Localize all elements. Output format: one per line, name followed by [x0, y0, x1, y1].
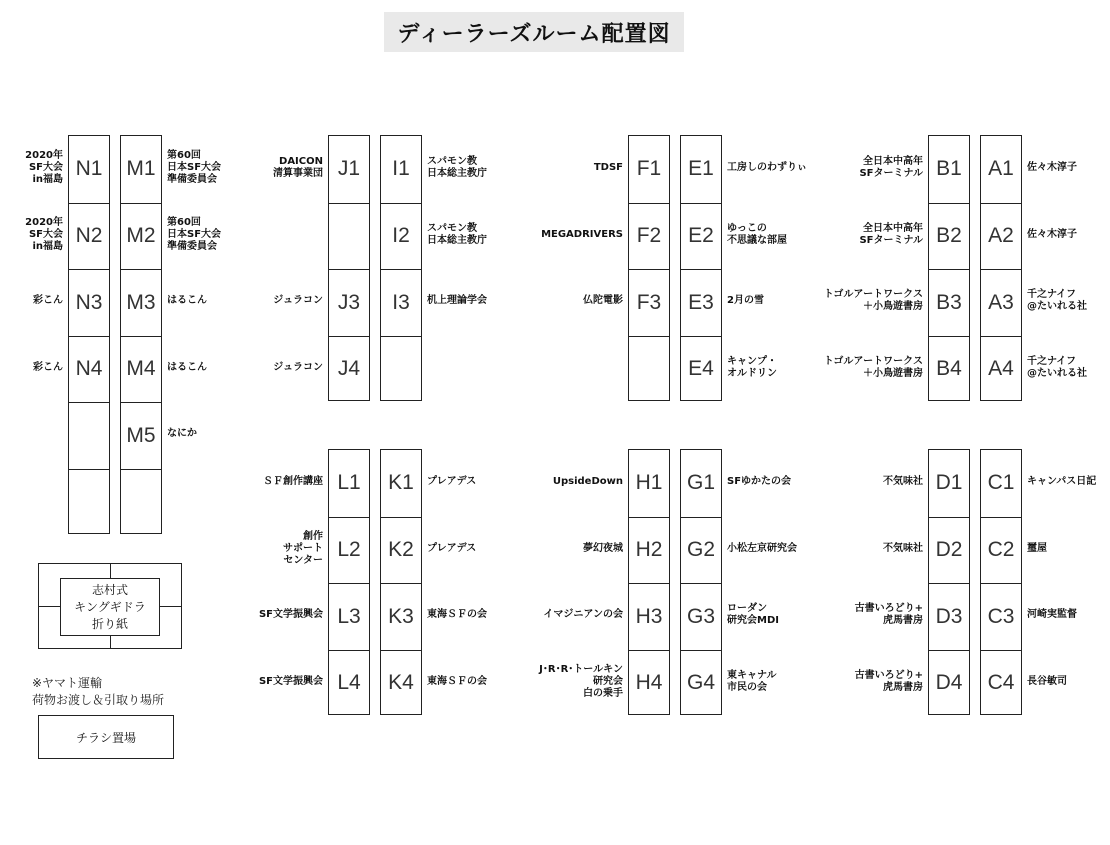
exhibitor-label-line: センター — [283, 554, 323, 566]
booth-m2: M2 — [121, 203, 161, 270]
booth-b3: B3 — [929, 269, 969, 336]
booth-j1: J1 — [337, 157, 361, 181]
exhibitor-label-e2 — [727, 202, 787, 269]
exhibitor-label-k4 — [427, 649, 487, 716]
exhibitor-label-line: 彩こん — [33, 295, 63, 307]
exhibitor-label-c1 — [1027, 449, 1096, 516]
exhibitor-label-line: プレアデス — [427, 476, 477, 488]
exhibitor-label-line: 白の乗手 — [583, 687, 623, 699]
exhibitor-label-l4 — [259, 649, 323, 716]
exhibitor-label-line: 机上理論学会 — [427, 295, 487, 307]
exhibitor-label-line: 虎馬書房 — [883, 615, 923, 627]
booth-l4: L4 — [329, 650, 369, 717]
exhibitor-label-f1 — [594, 135, 623, 202]
exhibitor-label-line: ローダン — [727, 603, 768, 615]
exhibitor-label-line: 不気味社 — [883, 542, 923, 554]
exhibitor-label-line: 全日本中高年 — [863, 156, 923, 168]
exhibitor-label-line: 東キャナル — [727, 669, 777, 681]
exhibitor-label-line: 研究会MDI — [727, 615, 779, 627]
exhibitor-label-line: 河崎実監督 — [1027, 609, 1077, 621]
exhibitor-label-line: 不気味社 — [883, 476, 923, 488]
exhibitor-label-line: 虎馬書房 — [883, 681, 923, 693]
exhibitor-label-i1 — [427, 135, 487, 202]
exhibitor-label-k3 — [427, 582, 487, 649]
yamato-note — [32, 675, 164, 709]
exhibitor-label-b1 — [859, 135, 923, 202]
exhibitor-label-g3 — [727, 582, 779, 649]
exhibitor-label-line: in福島 — [32, 240, 63, 252]
exhibitor-label-k2 — [427, 516, 476, 583]
exhibitor-label-l3 — [259, 582, 323, 649]
booth-c1: C1 — [987, 471, 1015, 495]
booth-g2: G2 — [681, 517, 721, 584]
booth-d4: D4 — [929, 650, 969, 717]
exhibitor-label-a2 — [1027, 202, 1077, 269]
exhibitor-label-line: トゴルアートワークス — [823, 289, 923, 301]
booth-empty — [329, 203, 369, 270]
exhibitor-label-line: トゴルアートワークス — [823, 355, 923, 367]
exhibitor-label-line: キャンプ・ — [727, 355, 777, 367]
exhibitor-label-n4 — [33, 335, 63, 402]
exhibitor-label-line: キャンパス日記 — [1027, 476, 1097, 488]
exhibitor-label-line: 佐々木淳子 — [1027, 162, 1077, 174]
booth-f1: F1 — [636, 157, 662, 181]
booth-b1: B1 — [936, 157, 962, 181]
exhibitor-label-line: 日本SF大会 — [167, 228, 222, 240]
exhibitor-label-e3 — [727, 268, 764, 335]
booth-i1: I1 — [392, 157, 410, 181]
table-column-c — [980, 449, 1022, 715]
exhibitor-label-line: 2020年 — [25, 216, 63, 228]
table-column-m — [120, 135, 162, 534]
exhibitor-label-line: 日本総主教庁 — [427, 234, 487, 246]
exhibitor-label-line: SFゆかたの会 — [727, 476, 792, 488]
booth-k2: K2 — [381, 517, 421, 584]
exhibitor-label-line: 準備委員会 — [167, 174, 217, 186]
exhibitor-label-j3 — [273, 268, 323, 335]
booth-a4: A4 — [981, 336, 1021, 403]
exhibitor-label-line: SFターミナル — [859, 234, 923, 246]
exhibitor-label-line: スパモン教 — [427, 156, 477, 168]
exhibitor-label-j4 — [273, 335, 323, 402]
booth-c3: C3 — [981, 583, 1021, 650]
booth-e3: E3 — [681, 269, 721, 336]
exhibitor-label-m3 — [167, 268, 207, 335]
exhibitor-label-line: 創作 — [303, 530, 323, 542]
booth-empty — [121, 469, 161, 536]
table-column-e — [680, 135, 722, 401]
booth-e1: E1 — [688, 157, 714, 181]
flyer-box-label: チラシ置場 — [75, 730, 136, 745]
exhibitor-label-line: 千之ナイフ — [1027, 355, 1076, 367]
yamato-note-line-2: 荷物お渡し＆引取り場所 — [32, 693, 165, 707]
table-column-g — [680, 449, 722, 715]
exhibitor-label-d2 — [883, 516, 923, 583]
yamato-note-line-1: ※ヤマト運輸 — [32, 676, 103, 690]
exhibitor-label-d1 — [883, 449, 923, 516]
table-column-i — [380, 135, 422, 401]
exhibitor-label-c3 — [1027, 582, 1077, 649]
exhibitor-label-e1 — [727, 135, 807, 202]
exhibitor-label-line: 日本SF大会 — [167, 162, 222, 174]
exhibitor-label-i2 — [427, 202, 487, 269]
booth-l1: L1 — [337, 471, 361, 495]
exhibitor-label-line: ジュラコン — [273, 295, 323, 307]
booth-b2: B2 — [929, 203, 969, 270]
exhibitor-label-b4 — [824, 335, 923, 402]
exhibitor-label-line: 佐々木淳子 — [1027, 228, 1077, 240]
exhibitor-label-m2 — [167, 202, 221, 269]
exhibitor-label-line: ＳＦ創作講座 — [263, 476, 323, 488]
exhibitor-label-h2 — [583, 516, 623, 583]
booth-a1: A1 — [988, 157, 1014, 181]
exhibitor-label-a1 — [1027, 135, 1077, 202]
booth-e2: E2 — [681, 203, 721, 270]
exhibitor-label-line: 準備委員会 — [167, 240, 217, 252]
exhibitor-label-h4 — [539, 649, 623, 716]
booth-n2: N2 — [69, 203, 109, 270]
booth-empty — [629, 336, 669, 403]
booth-empty — [69, 469, 109, 536]
exhibitor-label-line: 彩こん — [33, 361, 63, 373]
booth-n1: N1 — [75, 157, 103, 181]
origami-line-3: 折り紙 — [91, 616, 128, 631]
exhibitor-label-m5 — [167, 401, 197, 468]
exhibitor-label-n3 — [33, 268, 63, 335]
exhibitor-label-line: 千之ナイフ — [1027, 289, 1076, 301]
exhibitor-label-line: なにか — [167, 428, 197, 440]
exhibitor-label-line: はるこん — [167, 295, 207, 307]
exhibitor-label-line: 全日本中高年 — [863, 222, 923, 234]
exhibitor-label-line: 長谷敏司 — [1027, 675, 1067, 687]
booth-d2: D2 — [929, 517, 969, 584]
booth-k1: K1 — [388, 471, 414, 495]
exhibitor-label-line: 2020年 — [25, 150, 63, 162]
table-column-b — [928, 135, 970, 401]
exhibitor-label-line: UpsideDown — [552, 476, 623, 488]
exhibitor-label-line: 第60回 — [167, 150, 201, 162]
origami-label-box — [60, 578, 160, 636]
booth-h2: H2 — [629, 517, 669, 584]
exhibitor-label-a4 — [1027, 335, 1087, 402]
booth-c2: C2 — [981, 517, 1021, 584]
exhibitor-label-line: SFターミナル — [859, 168, 923, 180]
exhibitor-label-line: @たいれる社 — [1027, 301, 1087, 313]
exhibitor-label-a3 — [1027, 268, 1087, 335]
flyer-box — [38, 715, 174, 759]
exhibitor-label-b2 — [859, 202, 923, 269]
exhibitor-label-line: 東海ＳＦの会 — [427, 675, 487, 687]
exhibitor-label-line: J･R･R･トールキン — [539, 663, 623, 675]
table-column-n — [68, 135, 110, 534]
exhibitor-label-line: 第60回 — [167, 216, 201, 228]
exhibitor-label-line: ジュラコン — [273, 361, 323, 373]
exhibitor-label-c4 — [1027, 649, 1067, 716]
exhibitor-label-n1 — [25, 135, 63, 202]
exhibitor-label-line: 工房しのわずりぃ — [727, 162, 807, 174]
booth-m1: M1 — [126, 157, 156, 181]
booth-h1: H1 — [635, 471, 663, 495]
exhibitor-label-m4 — [167, 335, 207, 402]
booth-m3: M3 — [121, 269, 161, 336]
exhibitor-label-line: in福島 — [32, 174, 63, 186]
exhibitor-label-line: DAICON — [279, 156, 323, 168]
exhibitor-label-line: SF大会 — [28, 162, 63, 174]
booth-g4: G4 — [681, 650, 721, 717]
exhibitor-label-line: TDSF — [593, 162, 623, 174]
booth-a3: A3 — [981, 269, 1021, 336]
exhibitor-label-line: ＋小鳥遊書房 — [863, 367, 923, 379]
exhibitor-label-f2 — [541, 202, 623, 269]
exhibitor-label-c2 — [1027, 516, 1047, 583]
booth-f2: F2 — [629, 203, 669, 270]
exhibitor-label-line: 仏陀電影 — [583, 295, 623, 307]
origami-line-2: キングギドラ — [74, 599, 146, 614]
exhibitor-label-line: サポート — [283, 542, 323, 554]
exhibitor-label-h3 — [543, 582, 623, 649]
exhibitor-label-d3 — [855, 582, 923, 649]
exhibitor-label-line: 日本総主教庁 — [427, 168, 487, 180]
booth-i3: I3 — [381, 269, 421, 336]
exhibitor-label-d4 — [855, 649, 923, 716]
booth-b4: B4 — [929, 336, 969, 403]
exhibitor-label-b3 — [824, 268, 923, 335]
table-column-h — [628, 449, 670, 715]
booth-k4: K4 — [381, 650, 421, 717]
exhibitor-label-line: プレアデス — [427, 542, 477, 554]
table-column-j — [328, 135, 370, 401]
booth-j3: J3 — [329, 269, 369, 336]
booth-i2: I2 — [381, 203, 421, 270]
booth-empty — [69, 402, 109, 469]
booth-f3: F3 — [629, 269, 669, 336]
booth-m4: M4 — [121, 336, 161, 403]
exhibitor-label-l1 — [263, 449, 323, 516]
exhibitor-label-line: はるこん — [167, 361, 207, 373]
table-column-l — [328, 449, 370, 715]
booth-a2: A2 — [981, 203, 1021, 270]
booth-e4: E4 — [681, 336, 721, 403]
booth-empty — [381, 336, 421, 403]
table-column-d — [928, 449, 970, 715]
booth-l3: L3 — [329, 583, 369, 650]
exhibitor-label-f3 — [583, 268, 623, 335]
booth-d1: D1 — [935, 471, 963, 495]
table-column-k — [380, 449, 422, 715]
exhibitor-label-line: 小松左京研究会 — [727, 542, 797, 554]
exhibitor-label-j1 — [273, 135, 323, 202]
origami-line-1: 志村式 — [91, 582, 128, 597]
exhibitor-label-line: ＋小鳥遊書房 — [863, 301, 923, 313]
booth-g3: G3 — [681, 583, 721, 650]
booth-k3: K3 — [381, 583, 421, 650]
exhibitor-label-line: SF大会 — [28, 228, 63, 240]
booth-n3: N3 — [69, 269, 109, 336]
booth-l2: L2 — [329, 517, 369, 584]
exhibitor-label-line: 2月の雪 — [727, 295, 764, 307]
exhibitor-label-line: 東海ＳＦの会 — [427, 609, 487, 621]
exhibitor-label-k1 — [427, 449, 476, 516]
exhibitor-label-g1 — [727, 449, 791, 516]
exhibitor-label-g2 — [727, 516, 797, 583]
booth-n4: N4 — [69, 336, 109, 403]
exhibitor-label-line: 不思議な部屋 — [727, 234, 787, 246]
exhibitor-label-line: MEGADRIVERS — [541, 228, 623, 240]
exhibitor-label-line: @たいれる社 — [1027, 367, 1087, 379]
exhibitor-label-line: オルドリン — [727, 367, 777, 379]
exhibitor-label-line: 古書いろどり+ — [854, 669, 923, 681]
exhibitor-label-m1 — [167, 135, 221, 202]
exhibitor-label-line: イマジニアンの会 — [543, 609, 623, 621]
booth-h4: H4 — [629, 650, 669, 717]
exhibitor-label-l2 — [283, 516, 323, 583]
booth-h3: H3 — [629, 583, 669, 650]
booth-j4: J4 — [329, 336, 369, 403]
table-column-a — [980, 135, 1022, 401]
exhibitor-label-line: 清算事業団 — [273, 168, 323, 180]
exhibitor-label-line: 夢幻夜城 — [583, 542, 623, 554]
exhibitor-label-line: スパモン教 — [427, 222, 477, 234]
exhibitor-label-line: SF文学振興会 — [258, 675, 323, 687]
booth-g1: G1 — [686, 471, 715, 495]
exhibitor-label-line: ゆっこの — [727, 222, 767, 234]
exhibitor-label-line: 市民の会 — [727, 681, 767, 693]
exhibitor-label-e4 — [727, 335, 777, 402]
table-column-f — [628, 135, 670, 401]
booth-d3: D3 — [929, 583, 969, 650]
exhibitor-label-n2 — [25, 202, 63, 269]
exhibitor-label-g4 — [727, 649, 777, 716]
booth-c4: C4 — [981, 650, 1021, 717]
exhibitor-label-line: 古書いろどり+ — [854, 603, 923, 615]
exhibitor-label-line: 璽屋 — [1027, 542, 1047, 554]
booth-m5: M5 — [121, 402, 161, 469]
exhibitor-label-line: 研究会 — [593, 675, 623, 687]
exhibitor-label-h1 — [553, 449, 623, 516]
exhibitor-label-i3 — [427, 268, 487, 335]
exhibitor-label-line: SF文学振興会 — [258, 609, 323, 621]
page-title: ディーラーズルーム配置図 — [384, 12, 684, 52]
